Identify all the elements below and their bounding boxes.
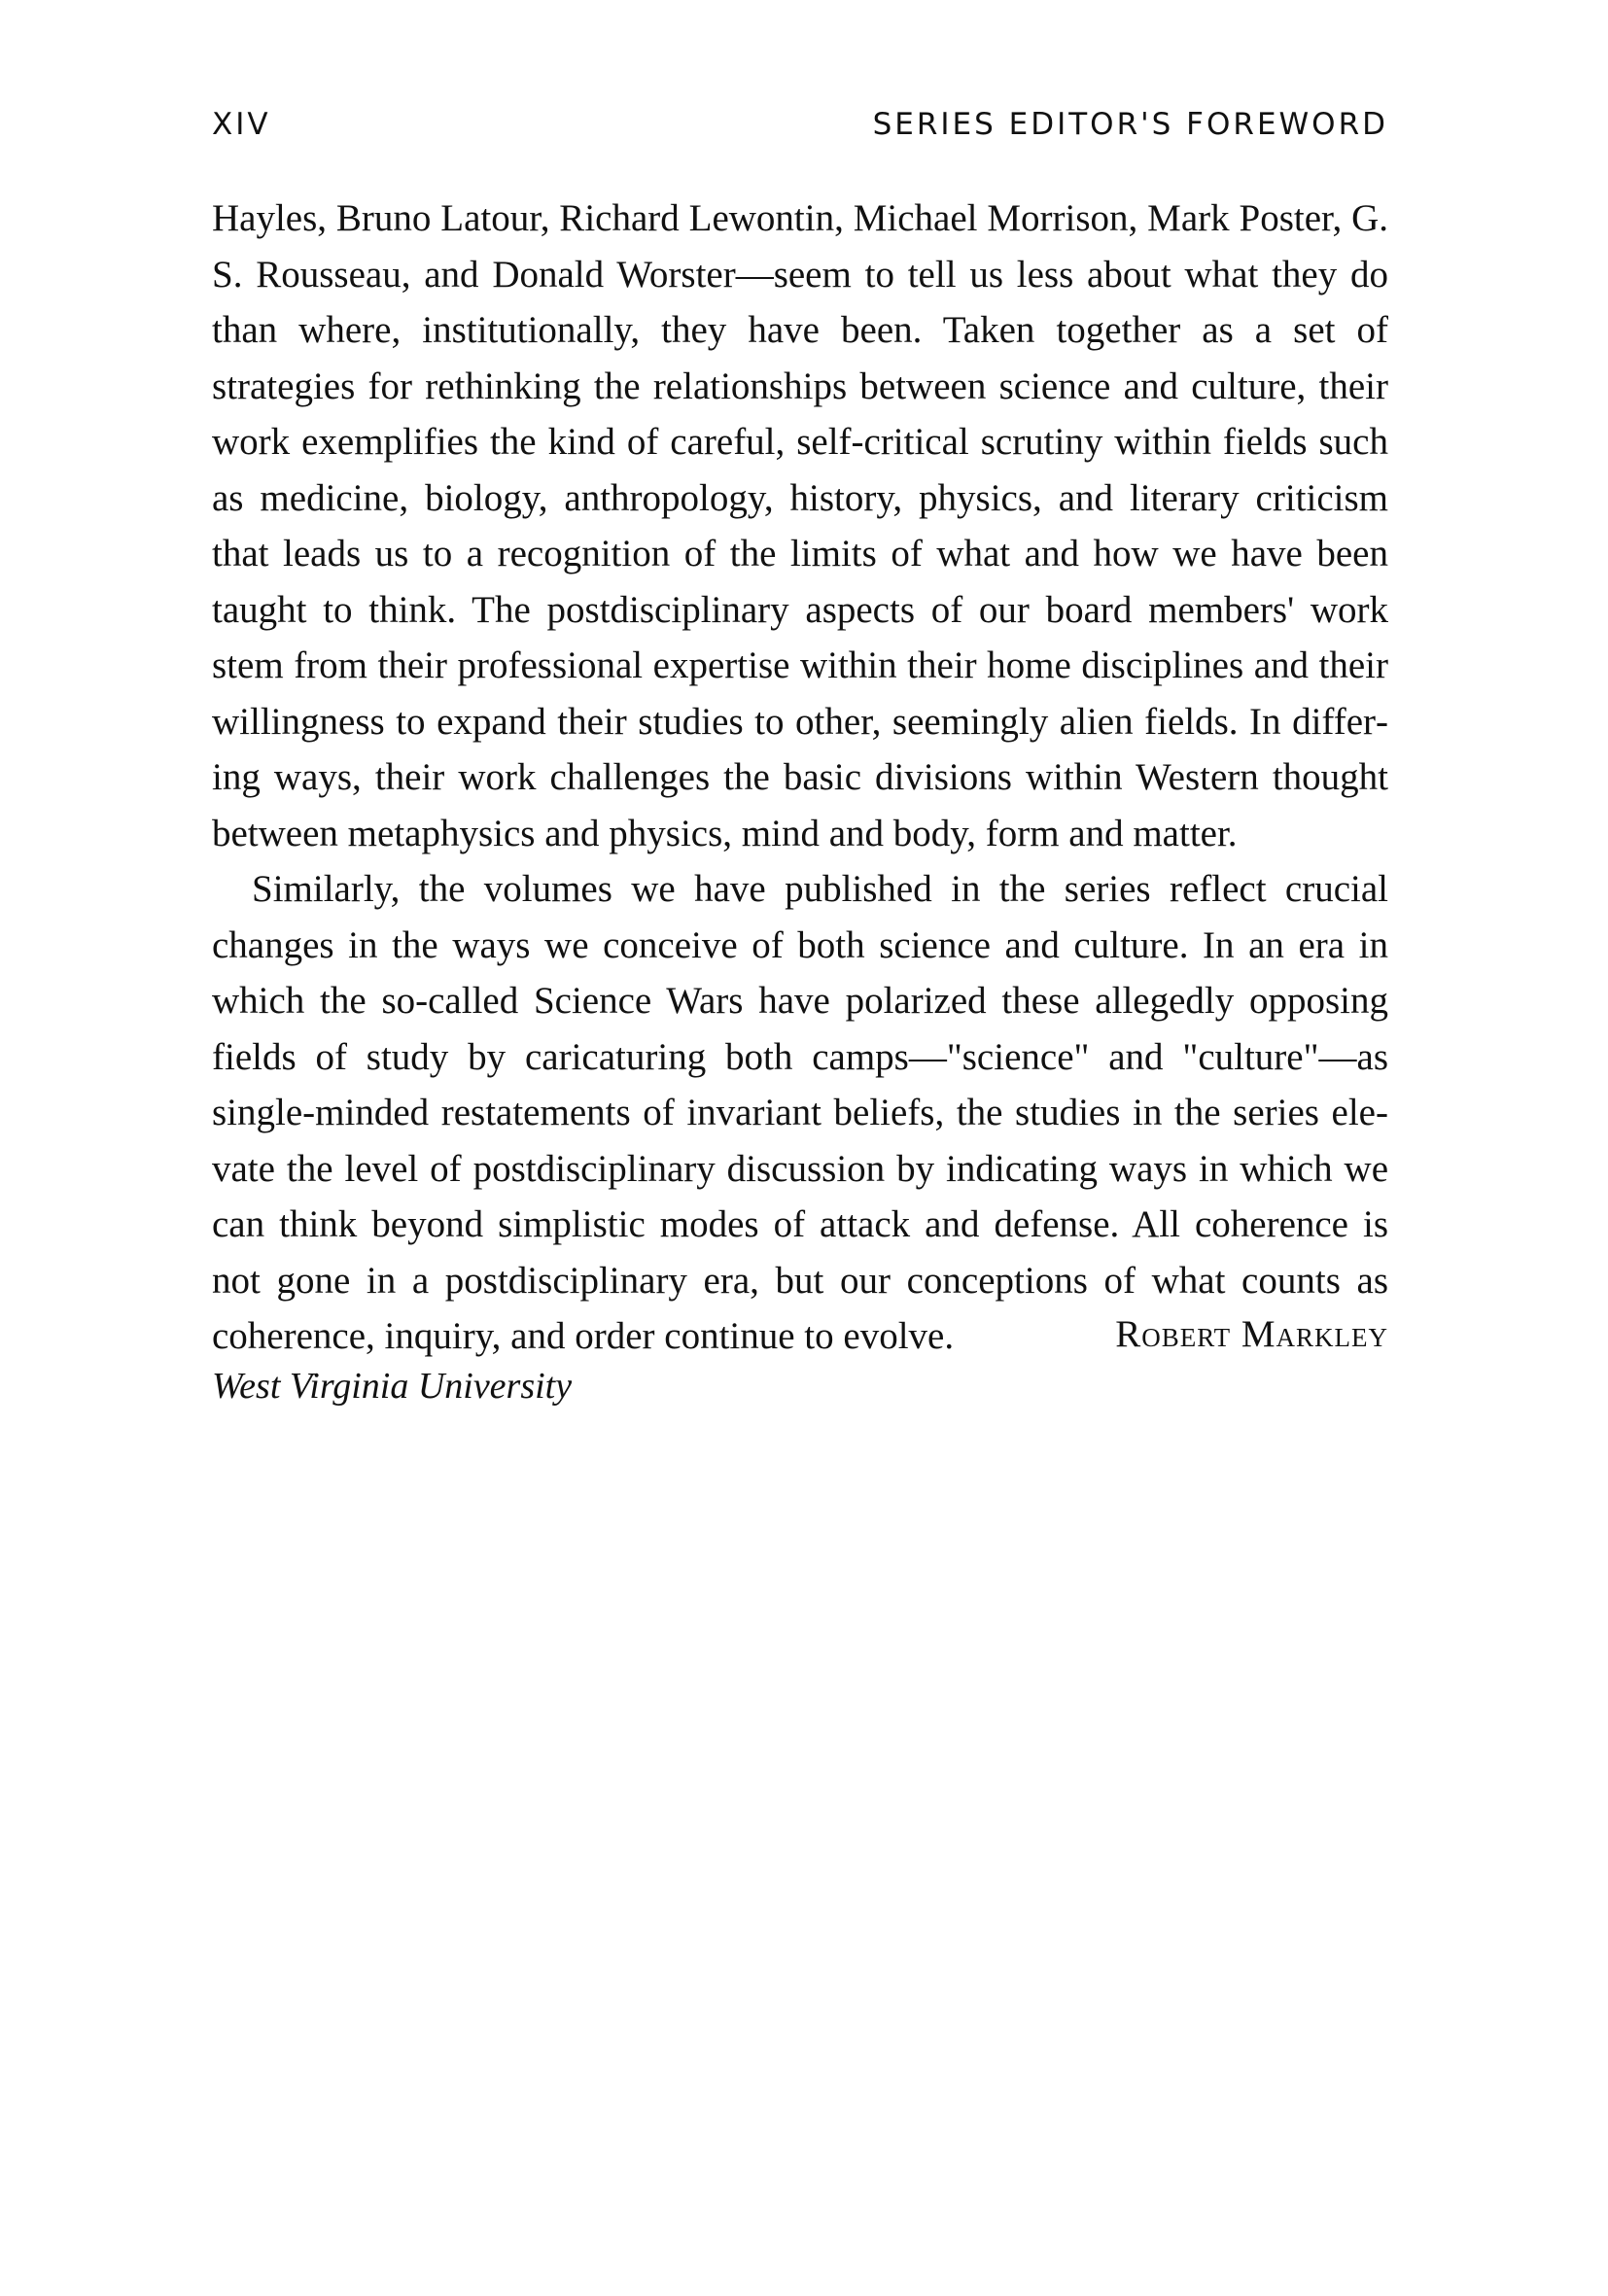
author-affiliation: West Virginia University — [212, 1366, 573, 1407]
body-text — [212, 191, 1388, 1365]
page-number: XIV — [212, 107, 271, 142]
author-signature: Robert Markley — [1115, 1313, 1388, 1355]
paragraph-continued: Hayles, Bruno Latour, Richard Lewontin, Michael Morrison, Mark Poster, G. S. Rousseau, and Donald Worster—seem to tell us less about what they do than where, institutionally, they have been. Taken together as a set of strategies for rethinking the relationships between science and culture, their work exemplifies the kind of careful, self-critical scrutiny within fields such as medicine, biology, anthropology, history, physics, and literary criticism that leads us to a recognition of the limits of what and how we have been taught to think. The postdisciplinary aspects of our board members' work stem from their professional expertise within their home disciplines and their willingness to expand their studies to other, seemingly alien fields. In differing ways, their work challenges the basic divisions within Western thought between metaphysics and physics, mind and body, form and matter. — [212, 197, 1388, 854]
paragraph: Similarly, the volumes we have published in the series reflect crucial changes in the ways we conceive of both science and culture. In an era in which the so-called Science Wars have polarized these allegedly opposing fields of study by caricaturing both camps—"science" and "culture"—as single-minded restatements of invariant beliefs, the studies in the series elevate the level of postdisciplinary discussion by indicating ways in which we can think beyond simplistic modes of attack and defense. All coherence is not gone in a postdisciplinary era, but our conceptions of what counts as coherence, inquiry, and order continue to evolve. — [212, 868, 1388, 1357]
running-head-title: SERIES EDITOR'S FOREWORD — [872, 107, 1388, 142]
running-head — [212, 107, 1388, 156]
